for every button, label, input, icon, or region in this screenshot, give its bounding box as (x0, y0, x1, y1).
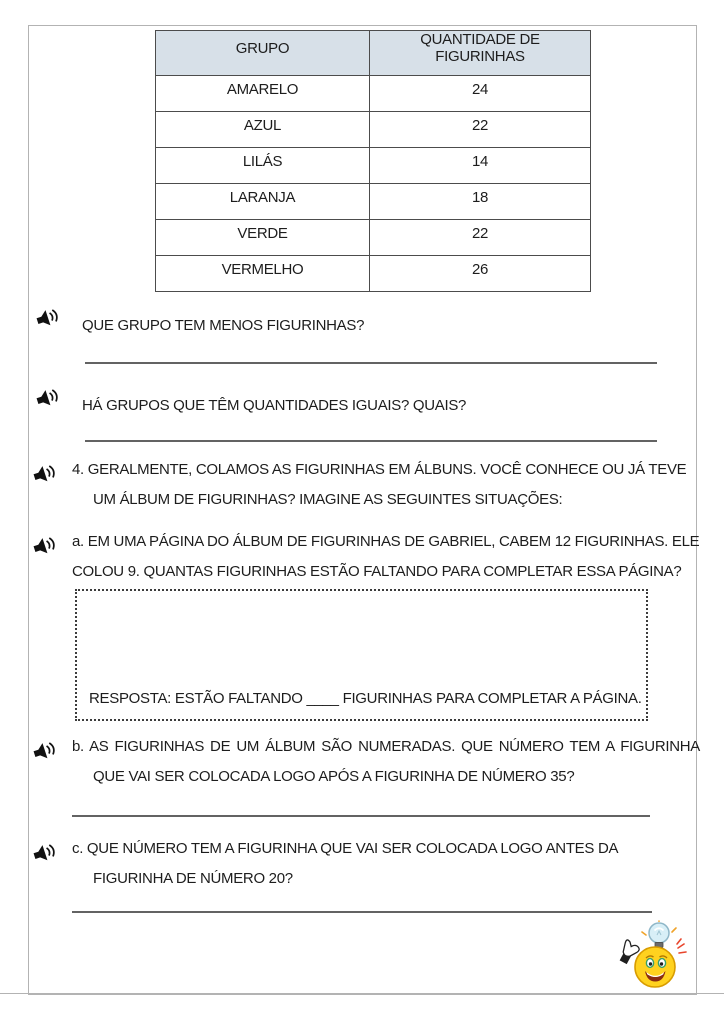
quantity-cell: 18 (370, 184, 591, 220)
answer-writing-line (85, 440, 657, 442)
question-a-gabriel-pagina (72, 527, 700, 587)
speaker-icon (31, 739, 59, 763)
table-row (156, 148, 591, 184)
group-cell: LILÁS (156, 148, 370, 184)
question-b-numero-apos-35 (72, 732, 700, 792)
page-border-bottom-line (0, 993, 724, 994)
dotted-answer-box (75, 589, 648, 721)
table-row (156, 220, 591, 256)
group-cell: VERMELHO (156, 256, 370, 292)
sticker-count-table (155, 30, 591, 292)
question-4-albuns (72, 455, 700, 515)
table-header-row (156, 31, 591, 76)
smiley-lightbulb-mascot-icon (612, 920, 694, 990)
quantity-cell: 22 (370, 112, 591, 148)
speaker-icon (34, 386, 62, 410)
question-c-numero-antes-20 (72, 834, 700, 894)
column-header-group: GRUPO (156, 31, 370, 76)
group-cell: VERDE (156, 220, 370, 256)
column-header-quantity: QUANTIDADE DE FIGURINHAS (370, 31, 591, 76)
question-text: b. AS FIGURINHAS DE UM ÁLBUM SÃO NUMERADAS. QUE NÚMERO TEM A FIGURINHA QUE VAI SER COLOCADA LOGO APÓS A FIGURINHA DE NÚMERO 35? (72, 738, 700, 785)
table-row (156, 256, 591, 292)
quantity-cell: 24 (370, 76, 591, 112)
question-text: QUE GRUPO TEM MENOS FIGURINHAS? (82, 317, 365, 334)
speaker-icon (31, 841, 59, 865)
table-row (156, 184, 591, 220)
quantity-cell: 26 (370, 256, 591, 292)
question-quantidades-iguais (82, 391, 682, 421)
table-row (156, 76, 591, 112)
resposta-fill-in-text: RESPOSTA: ESTÃO FALTANDO ____ FIGURINHAS PARA COMPLETAR A PÁGINA. (89, 690, 642, 707)
question-text: a. EM UMA PÁGINA DO ÁLBUM DE FIGURINHAS DE GABRIEL, CABEM 12 FIGURINHAS. ELE COLOU 9. QUANTAS FIGURINHAS ESTÃO FALTANDO PARA COMPLETAR ESSA PÁGINA? (72, 533, 700, 580)
speaker-icon (34, 306, 62, 330)
question-text: 4. GERALMENTE, COLAMOS AS FIGURINHAS EM ÁLBUNS. VOCÊ CONHECE OU JÁ TEVE UM ÁLBUM DE FIGURINHAS? IMAGINE AS SEGUINTES SITUAÇÕES: (72, 461, 687, 508)
answer-writing-line (72, 911, 652, 913)
answer-writing-line (72, 815, 650, 817)
speaker-icon (31, 462, 59, 486)
answer-writing-line (85, 362, 657, 364)
speaker-icon (31, 534, 59, 558)
group-cell: LARANJA (156, 184, 370, 220)
quantity-cell: 22 (370, 220, 591, 256)
question-menos-figurinhas (82, 311, 682, 341)
group-cell: AZUL (156, 112, 370, 148)
question-text: HÁ GRUPOS QUE TÊM QUANTIDADES IGUAIS? QUAIS? (82, 397, 467, 414)
table-row (156, 112, 591, 148)
question-text: c. QUE NÚMERO TEM A FIGURINHA QUE VAI SER COLOCADA LOGO ANTES DA FIGURINHA DE NÚMERO 20? (72, 840, 618, 887)
group-cell: AMARELO (156, 76, 370, 112)
quantity-cell: 14 (370, 148, 591, 184)
